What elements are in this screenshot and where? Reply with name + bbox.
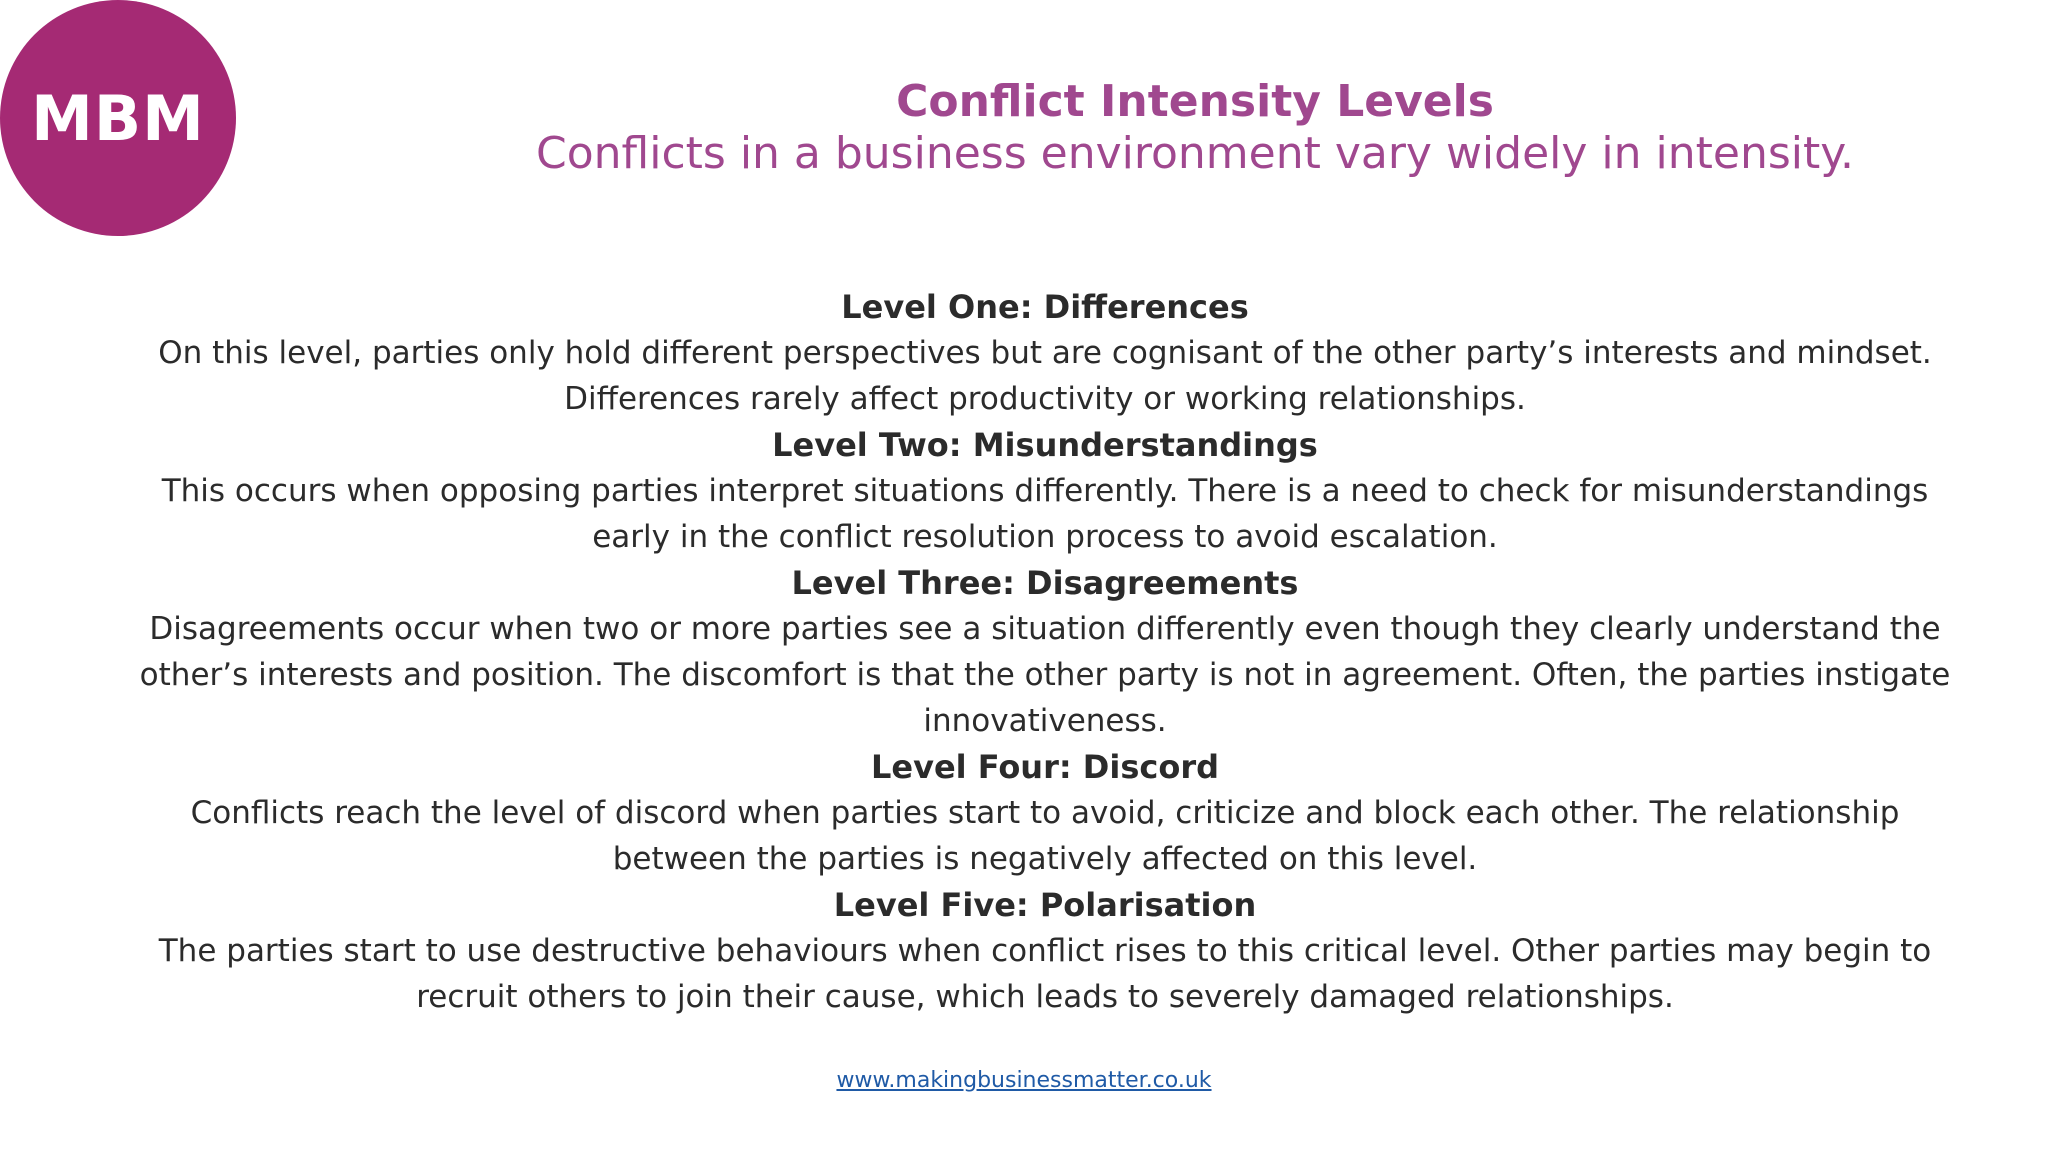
page-title: Conflict Intensity Levels xyxy=(896,76,1494,127)
level-text-line: The parties start to use destructive behaviours when conflict rises to this critical level. Other parties may begin to xyxy=(158,933,1932,969)
level-text-line: Differences rarely affect productivity or working relationships. xyxy=(564,381,1526,417)
level-text-line: This occurs when opposing parties interpret situations differently. There is a need to check for misunderstandings xyxy=(161,473,1929,509)
levels-list xyxy=(110,284,1980,1020)
level-one xyxy=(110,284,1980,422)
level-heading: Level One: Differences xyxy=(841,288,1249,326)
level-text-line: recruit others to join their cause, which leads to severely damaged relationships. xyxy=(416,979,1674,1015)
mbm-logo xyxy=(0,0,236,236)
level-text-line: Disagreements occur when two or more parties see a situation differently even though they clearly understand the xyxy=(149,611,1941,647)
level-heading: Level Three: Disagreements xyxy=(791,564,1299,602)
level-four xyxy=(110,744,1980,882)
website-link[interactable]: www.makingbusinessmatter.co.uk xyxy=(836,1068,1212,1093)
level-text-line: early in the conflict resolution process to avoid escalation. xyxy=(592,519,1498,555)
level-heading: Level Two: Misunderstandings xyxy=(772,426,1318,464)
level-text-line: between the parties is negatively affected on this level. xyxy=(612,841,1478,877)
level-text-line: other’s interests and position. The discomfort is that the other party is not in agreement. Often, the parties instigate xyxy=(139,657,1951,693)
level-text-line: innovativeness. xyxy=(923,703,1167,739)
level-text-line: Conflicts reach the level of discord when parties start to avoid, criticize and block each other. The relationship xyxy=(190,795,1900,831)
level-two xyxy=(110,422,1980,560)
level-heading: Level Four: Discord xyxy=(870,748,1220,786)
level-text-line: On this level, parties only hold different perspectives but are cognisant of the other party’s interests and mindset. xyxy=(158,335,1932,371)
page-subtitle: Conflicts in a business environment vary widely in intensity. xyxy=(536,128,1854,179)
level-five xyxy=(110,882,1980,1020)
level-three xyxy=(110,560,1980,744)
level-heading: Level Five: Polarisation xyxy=(833,886,1257,924)
logo-text: MBM xyxy=(31,81,205,155)
slide-header xyxy=(500,74,1890,178)
